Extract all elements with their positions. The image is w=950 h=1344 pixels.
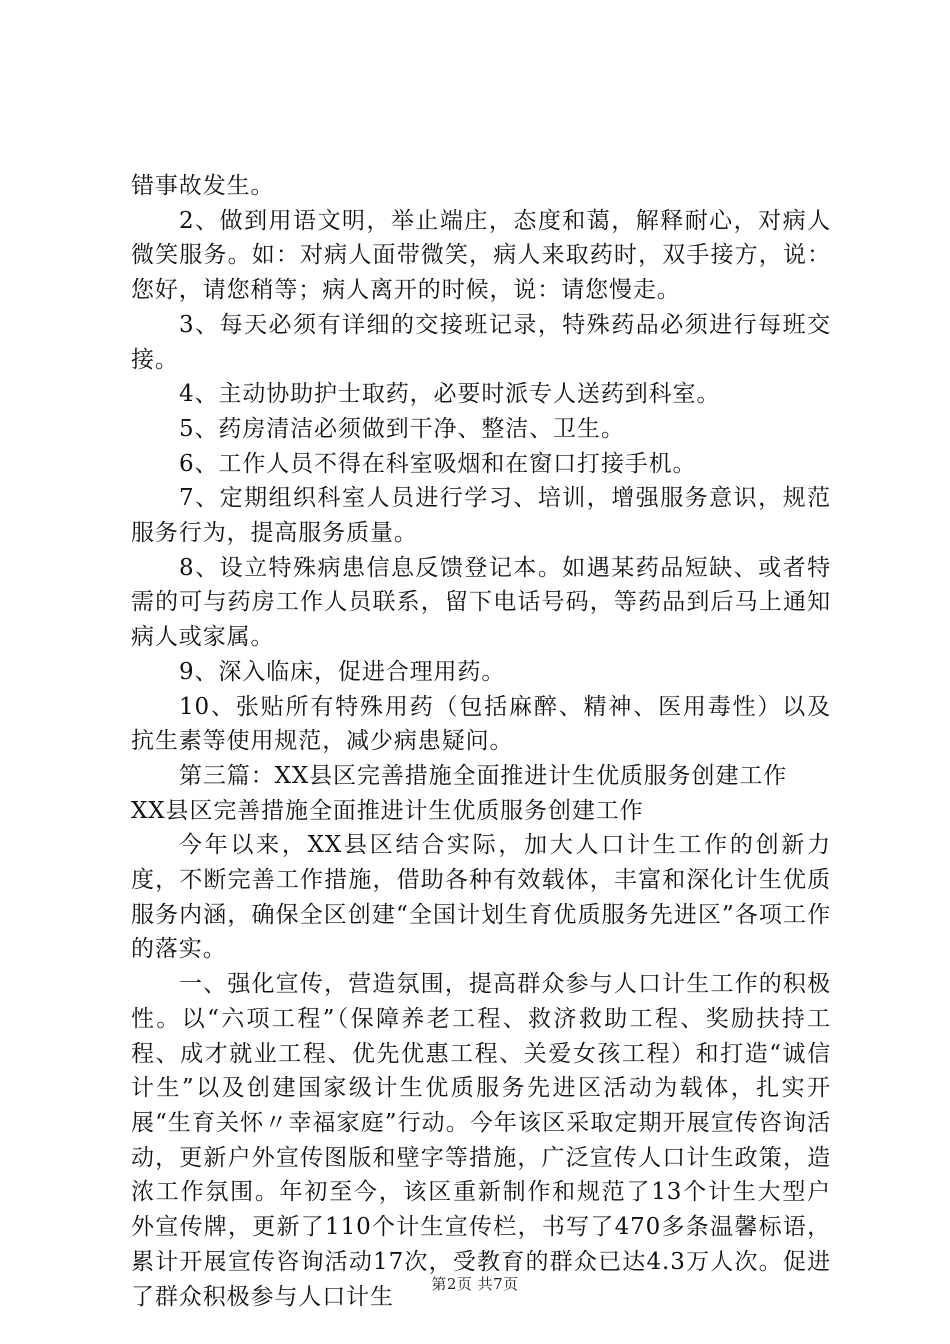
section-title: XX县区完善措施全面推进计生优质服务创建工作 [131, 797, 644, 824]
paragraph: 9、深入临床，促进合理用药。 [179, 658, 506, 685]
document-body [131, 169, 831, 1314]
paragraph: 5、药房清洁必须做到干净、整洁、卫生。 [179, 415, 625, 442]
paragraph: 7、定期组织科室人员进行学习、培训，增强服务意识，规范服务行为，提高服务质量。 [131, 485, 831, 547]
paragraph: 2、做到用语文明，举止端庄，态度和蔼，解释耐心，对病人微笑服务。如：对病人面带微笑，病人来取药时，双手接方，说：您好，请您稍等；病人离开的时候，说：请您慢走。 [131, 207, 831, 304]
paragraph: 8、设立特殊病患信息反馈登记本。如遇某药品短缺、或者特需的可与药房工作人员联系，留下电话号码，等药品到后马上通知病人或家属。 [131, 554, 831, 651]
section-heading: 第三篇：XX县区完善措施全面推进计生优质服务创建工作 [179, 762, 788, 789]
page-number-footer: 第2页 共7页 [431, 1275, 519, 1293]
paragraph: 一、强化宣传，营造氛围，提高群众参与人口计生工作的积极性。以“六项工程”（保障养老工程、救济救助工程、奖励扶持工程、成才就业工程、优先优惠工程、关爱女孩工程）和打造“诚信计生”以及创建国家级计生优质服务先进区活动为载体，扎实开展“生育关怀〃幸福家庭”行动。今年该区采取定期开展宣传咨询活动，更新户外宣传图版和壁字等措施，广泛宣传人口计生政策，造浓工作氛围。年初至今，该区重新制作和规范了13个计生大型户外宣传牌，更新了110个计生宣传栏，书写了470多条温馨标语，累计开展宣传咨询活动17次，受教育的群众已达4.3万人次。促进了群众积极参与人口计生 [131, 971, 831, 1310]
paragraph: 10、张贴所有特殊用药（包括麻醉、精神、医用毒性）以及抗生素等使用规范，减少病患疑问。 [131, 693, 831, 755]
paragraph: 今年以来，XX县区结合实际，加大人口计生工作的创新力度，不断完善工作措施，借助各种有效载体，丰富和深化计生优质服务内涵，确保全区创建“全国计划生育优质服务先进区”各项工作的落实。 [131, 832, 831, 963]
paragraph: 4、主动协助护士取药，必要时派专人送药到科室。 [179, 381, 721, 408]
paragraph: 错事故发生。 [131, 173, 275, 199]
paragraph: 6、工作人员不得在科室吸烟和在窗口打接手机。 [179, 450, 697, 477]
paragraph: 3、每天必须有详细的交接班记录，特殊药品必须进行每班交接。 [131, 311, 831, 373]
